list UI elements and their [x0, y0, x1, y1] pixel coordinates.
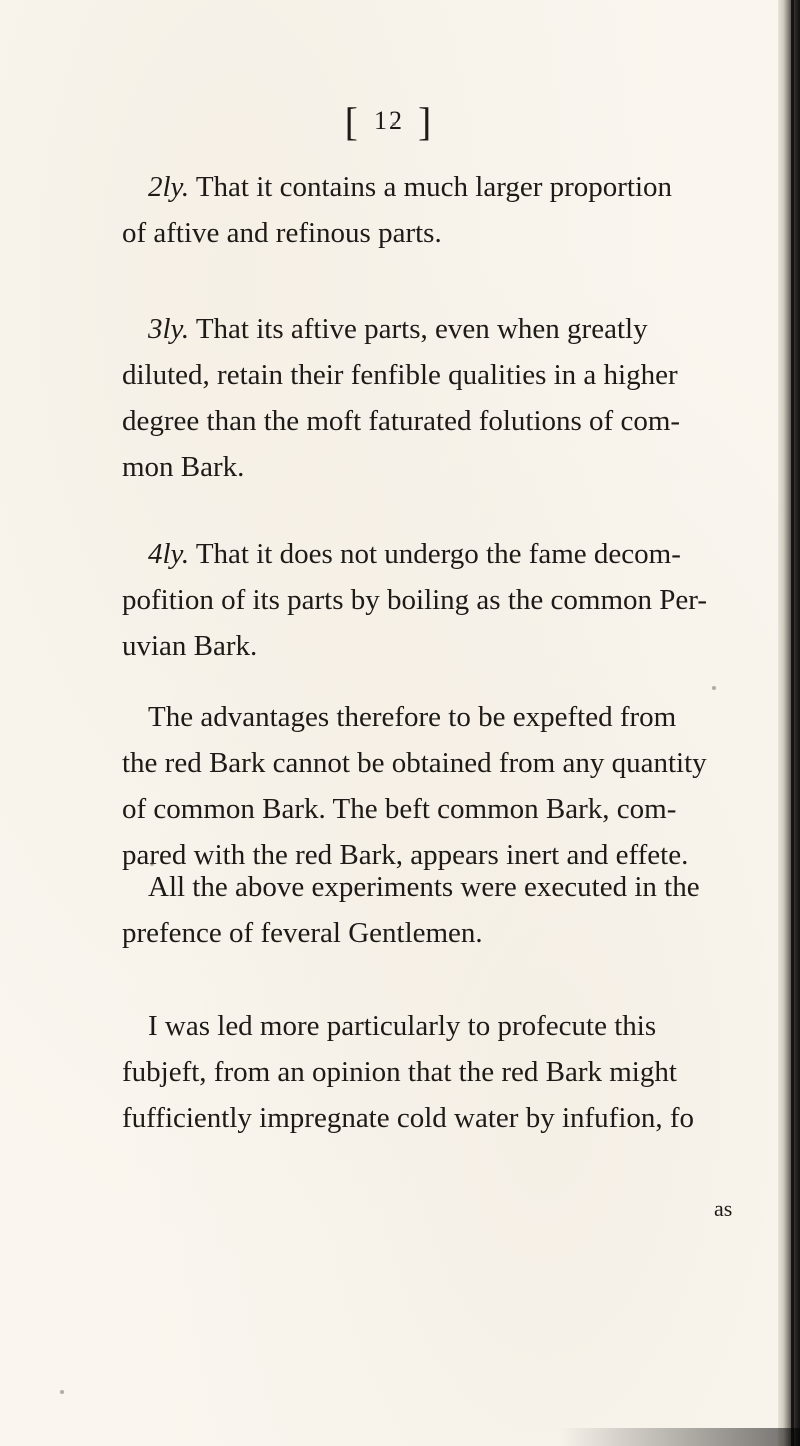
text-line: uvian Bark. [122, 630, 258, 662]
text-line: degree than the moft faturated folutions of com- [122, 405, 681, 437]
paper-speck [712, 686, 716, 690]
text-line: I was led more particularly to profecute this [148, 1010, 657, 1042]
catchword: as [714, 1196, 733, 1221]
text-line: mon Bark. [122, 451, 245, 483]
line-text: That it does not undergo the fame decom- [189, 538, 681, 570]
paper-speck [392, 122, 396, 126]
ordinal: 3ly. [148, 313, 190, 345]
paragraph-profecute [122, 1003, 762, 1141]
text-line: of aftive and refinous parts. [122, 217, 442, 249]
text-line [122, 306, 762, 352]
line-text: That it contains a much larger proportion [189, 171, 673, 203]
text-line: prefence of feveral Gentlemen. [122, 917, 483, 949]
text-line [122, 531, 762, 577]
right-bracket: ] [418, 99, 434, 144]
text-line: fufficiently impregnate cold water by infufion, fo [122, 1102, 695, 1134]
bottom-corner-shadow [560, 1428, 800, 1446]
left-bracket: [ [344, 99, 360, 144]
paragraph-experiments [122, 864, 762, 956]
page-edge-shadow [778, 0, 800, 1446]
paper-speck [60, 1390, 64, 1394]
text-line: diluted, retain their fenfible qualities in a higher [122, 359, 678, 391]
text-line: All the above experiments were executed in the [148, 871, 700, 903]
text-line: fubjeft, from an opinion that the red Bark might [122, 1056, 677, 1088]
paragraph-3ly [122, 306, 762, 490]
text-line: pared with the red Bark, appears inert and effete. [122, 839, 689, 871]
ordinal: 4ly. [148, 538, 190, 570]
text-line [122, 164, 762, 210]
binding-edge-line [791, 0, 794, 1446]
text-line: of common Bark. The beft common Bark, com- [122, 793, 677, 825]
page-header [0, 98, 778, 145]
text-line: The advantages therefore to be expefted from [148, 701, 677, 733]
line-text: That its aftive parts, even when greatly [189, 313, 648, 345]
page-number: 12 [374, 106, 404, 135]
ordinal: 2ly. [148, 171, 190, 203]
paragraph-4ly [122, 531, 762, 669]
text-line: the red Bark cannot be obtained from any quantity [122, 747, 707, 779]
text-line: pofition of its parts by boiling as the common Per- [122, 584, 707, 616]
paragraph-2ly [122, 164, 762, 256]
paper-speck [150, 862, 154, 866]
paragraph-advantages [122, 694, 762, 878]
